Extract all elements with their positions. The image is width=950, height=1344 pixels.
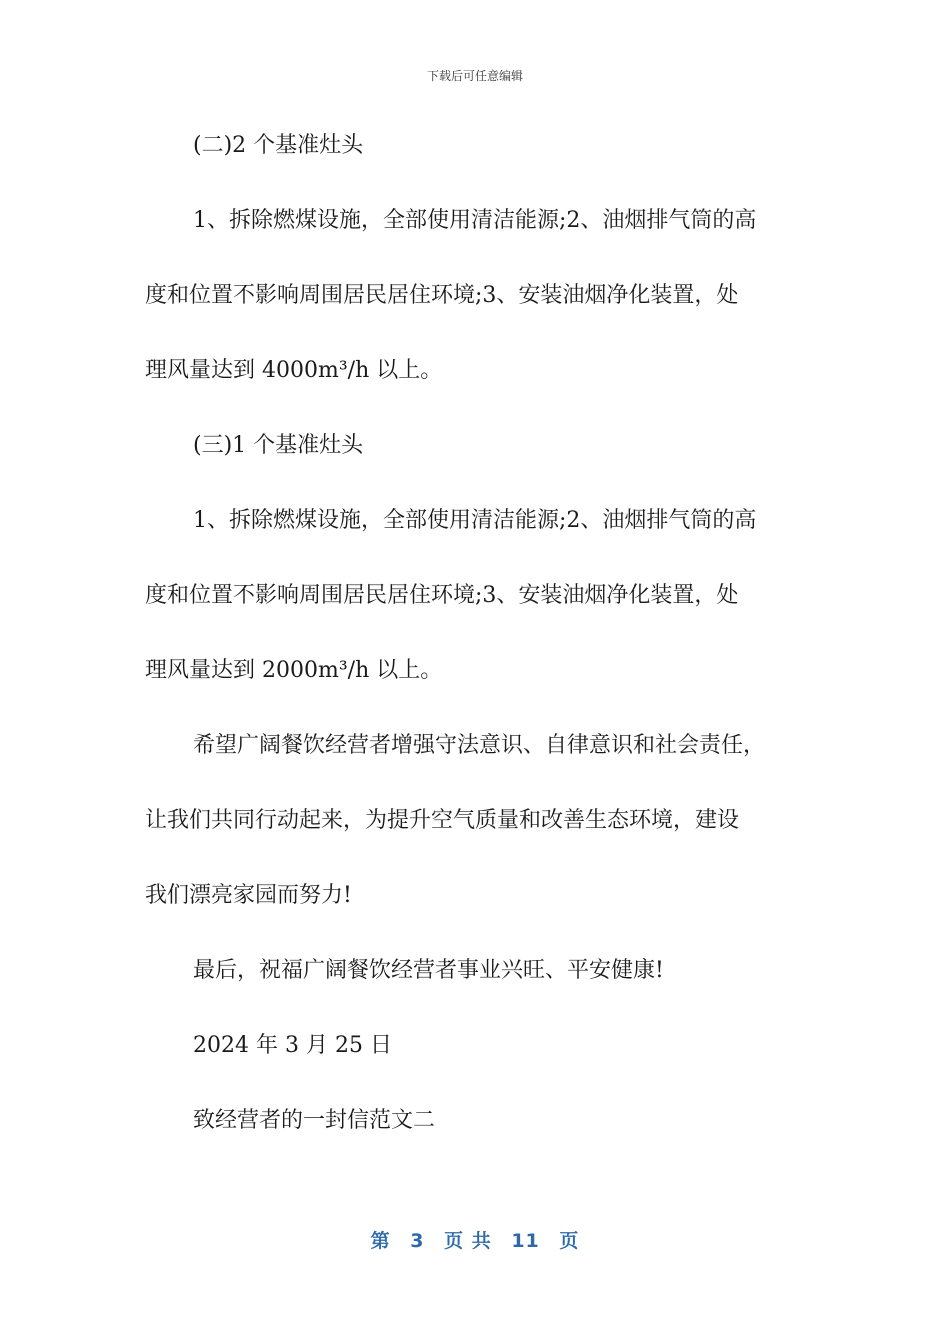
page-footer [0, 1226, 950, 1253]
body-line: 1、拆除燃煤设施，全部使用清洁能源;2、油烟排气筒的高 [193, 508, 757, 533]
footer-suffix: 页 [559, 1230, 580, 1252]
closing-line: 最后，祝福广阔餐饮经营者事业兴旺、平安健康! [193, 958, 664, 983]
section-heading: (二)2 个基准灶头 [193, 133, 364, 158]
date-line: 2024 年 3 月 25 日 [193, 1033, 392, 1058]
body-line: 我们漂亮家园而努力! [145, 883, 352, 908]
body-line: 让我们共同行动起来，为提升空气质量和改善生态环境，建设 [145, 808, 740, 833]
body-line: 1、拆除燃煤设施，全部使用清洁能源;2、油烟排气筒的高 [193, 208, 757, 233]
next-title: 致经营者的一封信范文二 [193, 1108, 436, 1133]
footer-prefix: 第 [370, 1230, 391, 1252]
footer-current-page: 3 [410, 1230, 425, 1252]
body-line: 希望广阔餐饮经营者增强守法意识、自律意识和社会责任， [193, 733, 766, 758]
body-line: 理风量达到 2000m³/h 以上。 [145, 658, 443, 683]
body-line: 度和位置不影响周围居民居住环境;3、安装油烟净化装置，处 [145, 283, 739, 308]
footer-mid: 页 共 [444, 1230, 492, 1252]
page-header: 下载后可任意编辑 [426, 69, 523, 83]
section-heading: (三)1 个基准灶头 [193, 433, 364, 458]
body-line: 度和位置不影响周围居民居住环境;3、安装油烟净化装置，处 [145, 583, 739, 608]
footer-total-pages: 11 [511, 1230, 540, 1252]
body-line: 理风量达到 4000m³/h 以上。 [145, 358, 443, 383]
